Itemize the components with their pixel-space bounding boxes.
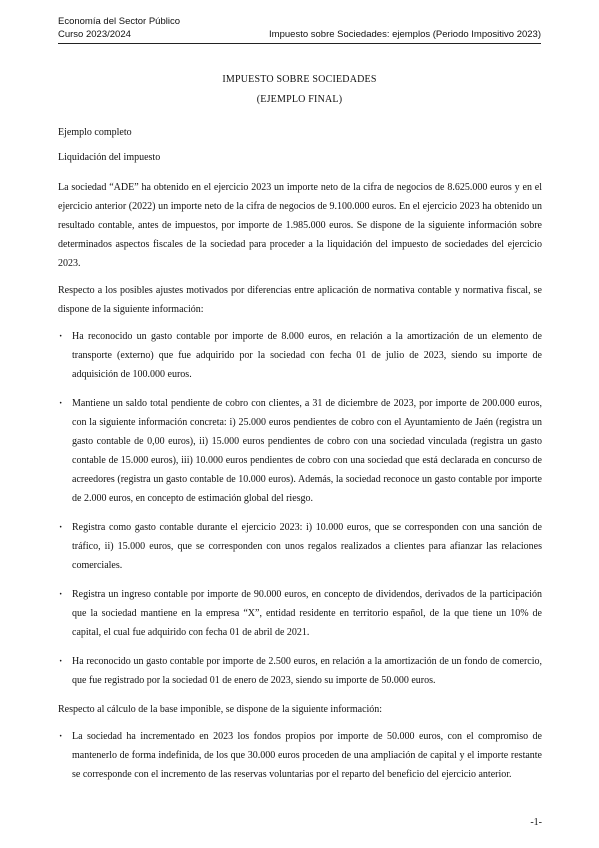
- list-item: · Ha reconocido un gasto contable por importe de 8.000 euros, en relación a la amortización de un elemento de transporte (externo) que fue adquirido por la sociedad con fecha 01 de julio de 2023, siendo su importe de adquisición de 100.000 euros.: [58, 327, 542, 384]
- tax-base-list: [58, 727, 542, 784]
- header-row-2: [58, 28, 541, 41]
- header-row-1: [58, 15, 541, 28]
- list-item: · Registra como gasto contable durante el ejercicio 2023: i) 10.000 euros, que se corresponden con una sanción de tráfico, ii) 15.000 euros, que se corresponden con unos regalos realizados a clientes para afianzar las relaciones comerciales.: [58, 518, 542, 575]
- document-title: [0, 70, 599, 110]
- intro-paragraph: La sociedad “ADE” ha obtenido en el ejercicio 2023 un importe neto de la cifra de negocios de 8.625.000 euros y en el ejercicio anterior (2022) un importe neto de la cifra de negocios de 9.100.000 euros. En el ejercicio 2023 ha obtenido un resultado contable, antes de impuestos, por importe de 1.985.000 euros. Se dispone de la siguiente información sobre determinados aspectos fiscales de la sociedad para proceder a la liquidación del impuesto de sociedades del ejercicio 2023.: [58, 182, 542, 269]
- adjustments-intro: Respecto a los posibles ajustes motivados por diferencias entre aplicación de normativa contable y normativa fiscal, se dispone de la siguiente información:: [58, 285, 542, 315]
- title-line-1: IMPUESTO SOBRE SOCIEDADES: [222, 74, 377, 85]
- title-line-2: (EJEMPLO FINAL): [256, 94, 343, 105]
- header-topic: Impuesto sobre Sociedades: ejemplos (Periodo Impositivo 2023): [269, 29, 541, 40]
- tax-base-intro: Respecto al cálculo de la base imponible, se dispone de la siguiente información:: [58, 704, 383, 715]
- list-item: · Mantiene un saldo total pendiente de cobro con clientes, a 31 de diciembre de 2023, por importe de 200.000 euros, con la siguiente información concreta: i) 25.000 euros pendientes de cobro con el Ayuntamiento de Jaén (registra un gasto contable de 0,00 euros), ii) 15.000 euros pendientes de cobro con una sociedad vinculada (registra un gasto contable de 15.000 euros), iii) 10.000 euros pendientes de cobro con una sociedad que está declarada en concurso de acreedores (registra un gasto contable de 10.000 euros). Además, la sociedad reconoce un gasto contable por importe de 2.000 euros, en concepto de estimación global del riesgo.: [58, 394, 542, 508]
- header-subject: Economía del Sector Público: [58, 16, 180, 27]
- list-item: · Ha reconocido un gasto contable por importe de 2.500 euros, en relación a la amortización de un fondo de comercio, que fue registrado por la sociedad 01 de enero de 2023, siendo su importe de 50.000 euros.: [58, 652, 542, 690]
- list-item: · Registra un ingreso contable por importe de 90.000 euros, en concepto de dividendos, derivados de la participación que la sociedad mantiene en la empresa “X”, entidad residente en territorio español, de la que tiene un 10% de capital, el cual fue adquirido con fecha 01 de abril de 2021.: [58, 585, 542, 642]
- header-course: Curso 2023/2024: [58, 29, 131, 40]
- page-number: -1-: [530, 817, 542, 828]
- document-body: [58, 124, 542, 794]
- adjustments-list: [58, 327, 542, 690]
- section-subheading: Liquidación del impuesto: [58, 152, 161, 163]
- page-header: [58, 15, 541, 44]
- section-heading: Ejemplo completo: [58, 127, 132, 138]
- list-item: · La sociedad ha incrementado en 2023 los fondos propios por importe de 50.000 euros, con el compromiso de mantenerlo de forma indefinida, de los que 30.000 euros proceden de una ampliación de capital y el importe restante se corresponde con el incremento de las reservas voluntarias por el reparto del beneficio del ejercicio anterior.: [58, 727, 542, 784]
- header-divider: [58, 43, 541, 44]
